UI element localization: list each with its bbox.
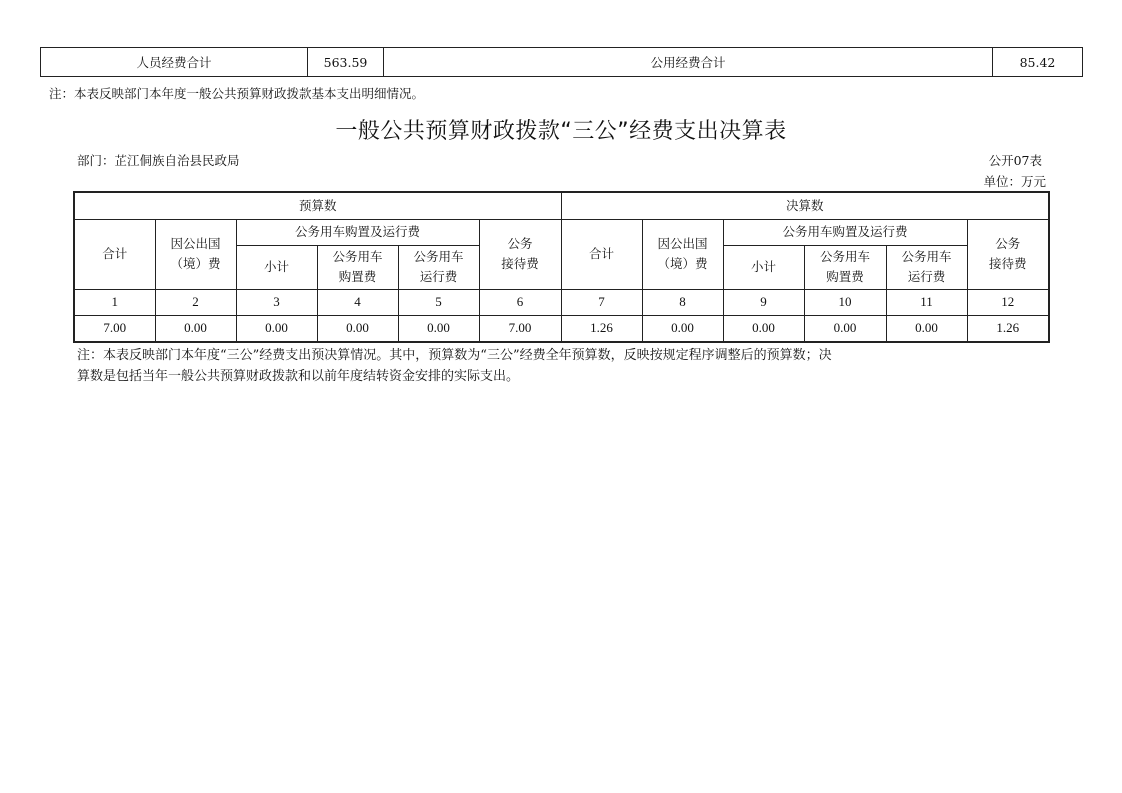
column-number-row <box>74 289 1049 315</box>
final-reception-header <box>967 219 1049 289</box>
value-cell: 1.26 <box>967 315 1049 342</box>
final-subtotal-header: 小计 <box>723 245 804 289</box>
top-note: 注：本表反映部门本年度一般公共预算财政拨款基本支出明细情况。 <box>49 86 425 101</box>
page-title: 一般公共预算财政拨款“三公”经费支出决算表 <box>335 119 787 144</box>
final-purchase-header <box>804 245 886 289</box>
budget-abroad-header <box>155 219 236 289</box>
column-number: 8 <box>642 289 723 315</box>
header-line: 公务用车 <box>901 249 952 264</box>
value-cell: 0.00 <box>723 315 804 342</box>
final-vehicle-group-header: 公务用车购置及运行费 <box>723 219 967 245</box>
budget-subtotal-header: 小计 <box>236 245 317 289</box>
budget-operation-header <box>398 245 479 289</box>
value-cell: 0.00 <box>155 315 236 342</box>
department-label: 部门：芷江侗族自治县民政局 <box>77 153 240 168</box>
bottom-note-line-1: 注：本表反映部门本年度“三公”经费支出预决算情况。其中，预算数为“三公”经费全年预算数，反映按规定程序调整后的预算数；决 <box>77 348 832 363</box>
table-row <box>74 315 1049 342</box>
header-line: （境）费 <box>657 256 708 271</box>
value-cell: 0.00 <box>236 315 317 342</box>
header-line: 运行费 <box>907 269 946 284</box>
value-cell: 7.00 <box>74 315 155 342</box>
column-number: 4 <box>317 289 398 315</box>
header-line: 公务 <box>995 236 1021 251</box>
value-cell: 1.26 <box>561 315 642 342</box>
value-cell: 0.00 <box>642 315 723 342</box>
budget-vehicle-group-header: 公务用车购置及运行费 <box>236 219 479 245</box>
value-cell: 0.00 <box>886 315 967 342</box>
personnel-total-value: 563.59 <box>308 48 384 77</box>
column-number: 1 <box>74 289 155 315</box>
column-number: 10 <box>804 289 886 315</box>
header-line: 公务 <box>507 236 533 251</box>
public-total-label: 公用经费合计 <box>384 48 993 77</box>
value-cell: 0.00 <box>398 315 479 342</box>
three-public-expenses-table <box>73 191 1050 343</box>
column-number: 11 <box>886 289 967 315</box>
personnel-total-label: 人员经费合计 <box>136 55 212 70</box>
budget-reception-header <box>479 219 561 289</box>
budget-header: 预算数 <box>74 192 561 219</box>
header-line: 公务用车 <box>332 249 383 264</box>
column-number: 3 <box>236 289 317 315</box>
header-line: 购置费 <box>826 269 864 284</box>
column-number: 9 <box>723 289 804 315</box>
column-number: 7 <box>561 289 642 315</box>
header-line: 公务用车 <box>413 249 464 264</box>
header-line: （境）费 <box>170 256 221 271</box>
value-cell: 7.00 <box>479 315 561 342</box>
header-line: 运行费 <box>419 269 458 284</box>
value-cell: 0.00 <box>317 315 398 342</box>
column-number: 5 <box>398 289 479 315</box>
final-abroad-header <box>642 219 723 289</box>
final-operation-header <box>886 245 967 289</box>
final-total-header: 合计 <box>561 219 642 289</box>
header-line: 接待费 <box>989 256 1027 271</box>
column-number: 2 <box>155 289 236 315</box>
column-number: 12 <box>967 289 1049 315</box>
header-line: 接待费 <box>501 256 539 271</box>
expense-summary-table <box>40 47 1083 77</box>
table-code: 公开07表 <box>988 153 1042 168</box>
header-line: 购置费 <box>338 269 377 284</box>
value-cell: 0.00 <box>804 315 886 342</box>
budget-purchase-header <box>317 245 398 289</box>
public-total-value: 85.42 <box>993 48 1083 77</box>
header-line: 因公出国 <box>170 236 221 251</box>
header-line: 因公出国 <box>657 236 708 251</box>
bottom-note-line-2: 算数是包括当年一般公共预算财政拨款和以前年度结转资金安排的实际支出。 <box>77 369 520 384</box>
column-number: 6 <box>479 289 561 315</box>
unit-label: 单位：万元 <box>983 174 1046 189</box>
final-header: 决算数 <box>561 192 1049 219</box>
header-line: 公务用车 <box>820 249 871 264</box>
budget-total-header: 合计 <box>74 219 155 289</box>
